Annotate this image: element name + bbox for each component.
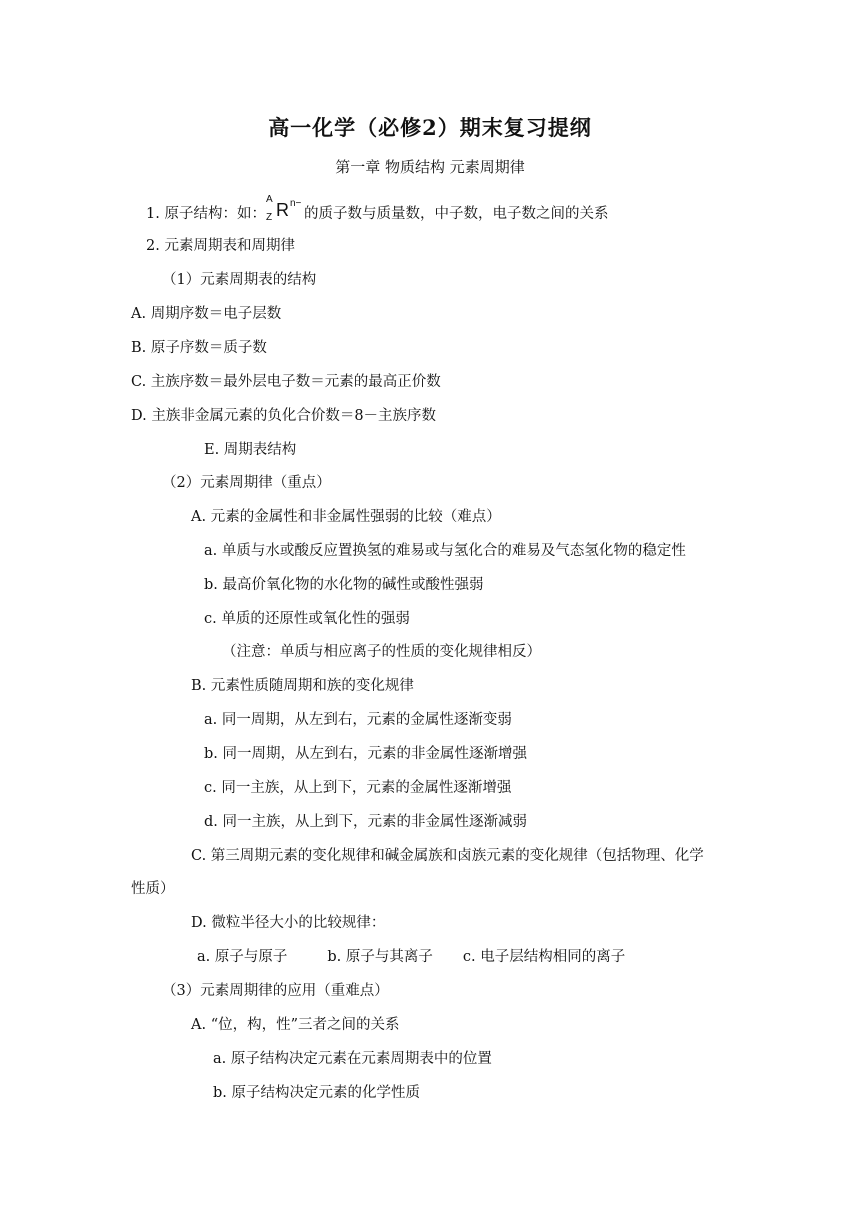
point-a-c: c. 单质的还原性或氧化性的强弱: [204, 611, 410, 627]
note: （注意：单质与相应离子的性质的变化规律相反）: [222, 644, 541, 660]
rule-e: E. 周期表结构: [204, 442, 297, 458]
subsection-c-continued: 性质）: [131, 881, 175, 897]
point-a-b: b. 最高价氧化物的水化物的碱性或酸性强弱: [204, 577, 484, 593]
rule-c: C. 主族序数＝最外层电子数＝元素的最高正价数: [131, 374, 441, 390]
mass-number: A: [265, 194, 273, 205]
item-1: [146, 194, 609, 224]
subsection-a: A. 元素的金属性和非金属性强弱的比较（难点）: [191, 509, 501, 525]
point-b-a: a. 同一周期，从左到右，元素的金属性逐渐变弱: [204, 712, 512, 728]
section-3-heading: （3）元素周期律的应用（重难点）: [162, 983, 389, 999]
point-b-b: b. 同一周期，从左到右，元素的非金属性逐渐增强: [204, 746, 527, 762]
point-3a-a: a. 原子结构决定元素在元素周期表中的位置: [213, 1051, 492, 1067]
section-1-heading: （1）元素周期表的结构: [162, 272, 317, 288]
rule-a: A. 周期序数＝电子层数: [131, 306, 282, 322]
element-symbol: R: [275, 200, 289, 220]
subsection-d: D. 微粒半径大小的比较规律：: [191, 915, 386, 931]
ion-charge: n−: [289, 198, 302, 209]
item-1-suffix: 的质子数与质量数，中子数，电子数之间的关系: [303, 206, 609, 222]
point-3a-b: b. 原子结构决定元素的化学性质: [213, 1085, 420, 1101]
rule-b: B. 原子序数＝质子数: [131, 340, 267, 356]
radius-rule-b: b. 原子与其离子: [327, 949, 433, 965]
point-b-c: c. 同一主族，从上到下，元素的金属性逐渐增强: [204, 780, 512, 796]
chapter-subtitle: 第一章 物质结构 元素周期律: [335, 158, 525, 176]
radius-rule-a: a. 原子与原子: [197, 949, 288, 965]
item-2: 2. 元素周期表和周期律: [146, 238, 295, 254]
radius-rule-c: c. 电子层结构相同的离子: [462, 949, 626, 965]
rule-d: D. 主族非金属元素的负化合价数＝8－主族序数: [131, 408, 437, 424]
subsection-3a: A. “位，构，性”三者之间的关系: [191, 1017, 400, 1033]
subsection-c: C. 第三周期元素的变化规律和碱金属族和卤族元素的变化规律（包括物理、化学: [191, 848, 704, 864]
section-2-heading: （2）元素周期律（重点）: [162, 475, 331, 491]
atomic-number: Z: [265, 212, 273, 223]
point-b-d: d. 同一主族，从上到下，元素的非金属性逐渐减弱: [204, 814, 527, 830]
nuclide-notation: [265, 194, 304, 224]
radius-rules: [197, 947, 625, 967]
subsection-b: B. 元素性质随周期和族的变化规律: [191, 678, 414, 694]
item-1-prefix: 1. 原子结构：如：: [146, 206, 266, 222]
page-title: 高一化学（必修2）期末复习提纲: [268, 115, 592, 140]
point-a-a: a. 单质与水或酸反应置换氢的难易或与氢化合的难易及气态氢化物的稳定性: [204, 543, 686, 559]
